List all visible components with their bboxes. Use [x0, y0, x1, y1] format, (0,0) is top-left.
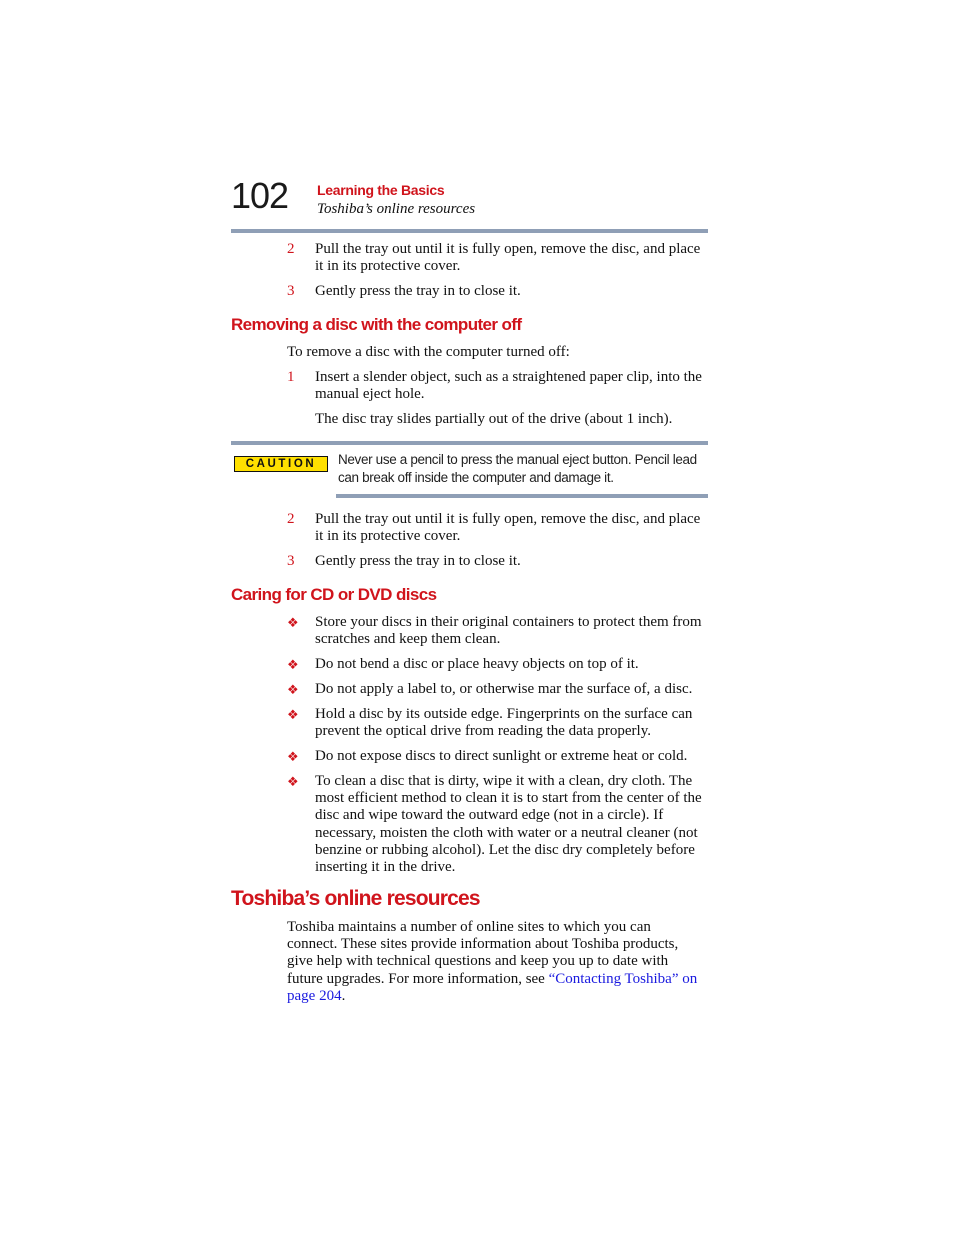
contacting-toshiba-link[interactable]: “Contacting Toshiba” on page 204 [287, 970, 698, 1004]
section-subtitle: Toshiba’s online resources [317, 201, 476, 217]
section-heading-caring: Caring for CD or DVD discs [231, 585, 437, 604]
bullet-icon: ❖ [287, 683, 299, 698]
online-text-end: . [341, 987, 346, 1004]
step-number: 2 [287, 511, 295, 527]
list-item: Store your discs in their original containers to protect them from scratches and keep them clean. [315, 614, 702, 648]
list-item: Do not bend a disc or place heavy objects on top of it. [315, 656, 639, 672]
online-text: Toshiba maintains a number of online sites to which you can connect. These sites provide information about Toshiba products, give help with technical questions and keep you up to date with future upgrades. For more information, see [287, 919, 679, 987]
step-number: 2 [287, 241, 295, 257]
list-item: To clean a disc that is dirty, wipe it with a clean, dry cloth. The most efficient method to clean it is to start from the center of the disc and wipe toward the outward edge (not in a circle). If necessary, moisten the cloth with water or a neutral cleaner (not benzine or rubbing alcohol). Let the disc dry completely before inserting it in the drive. [315, 773, 702, 876]
section-heading-removing: Removing a disc with the computer off [231, 315, 522, 334]
step-text: Insert a slender object, such as a straightened paper clip, into the manual eject hole. [315, 369, 702, 403]
caution-bottom-rule [336, 494, 708, 498]
list-item: Do not expose discs to direct sunlight or extreme heat or cold. [315, 748, 688, 764]
step-text: Gently press the tray in to close it. [315, 283, 521, 299]
step-text: Pull the tray out until it is fully open, remove the disc, and place it in its protective cover. [315, 241, 701, 275]
step-text: Pull the tray out until it is fully open, remove the disc, and place it in its protective cover. [315, 511, 701, 545]
section-heading-online: Toshiba’s online resources [231, 887, 480, 910]
online-paragraph [287, 919, 699, 1005]
header-rule [231, 229, 708, 233]
list-item: Hold a disc by its outside edge. Fingerprints on the surface can prevent the optical drive from reading the data properly. [315, 706, 693, 740]
caution-text: Never use a pencil to press the manual eject button. Pencil lead can break off inside the computer and damage it. [338, 452, 697, 485]
step-note: The disc tray slides partially out of the drive (about 1 inch). [315, 411, 673, 427]
caution-top-rule [231, 441, 708, 445]
bullet-icon: ❖ [287, 750, 299, 765]
removing-intro: To remove a disc with the computer turned off: [287, 344, 570, 360]
caution-label: CAUTION [234, 456, 328, 472]
page-number: 102 [231, 175, 289, 216]
step-text: Gently press the tray in to close it. [315, 553, 521, 569]
step-number: 3 [287, 553, 295, 569]
bullet-icon: ❖ [287, 708, 299, 723]
chapter-title: Learning the Basics [317, 182, 445, 198]
bullet-icon: ❖ [287, 658, 299, 673]
list-item: Do not apply a label to, or otherwise mar the surface of, a disc. [315, 681, 693, 697]
step-number: 1 [287, 369, 295, 385]
bullet-icon: ❖ [287, 775, 299, 790]
bullet-icon: ❖ [287, 616, 299, 631]
step-number: 3 [287, 283, 295, 299]
